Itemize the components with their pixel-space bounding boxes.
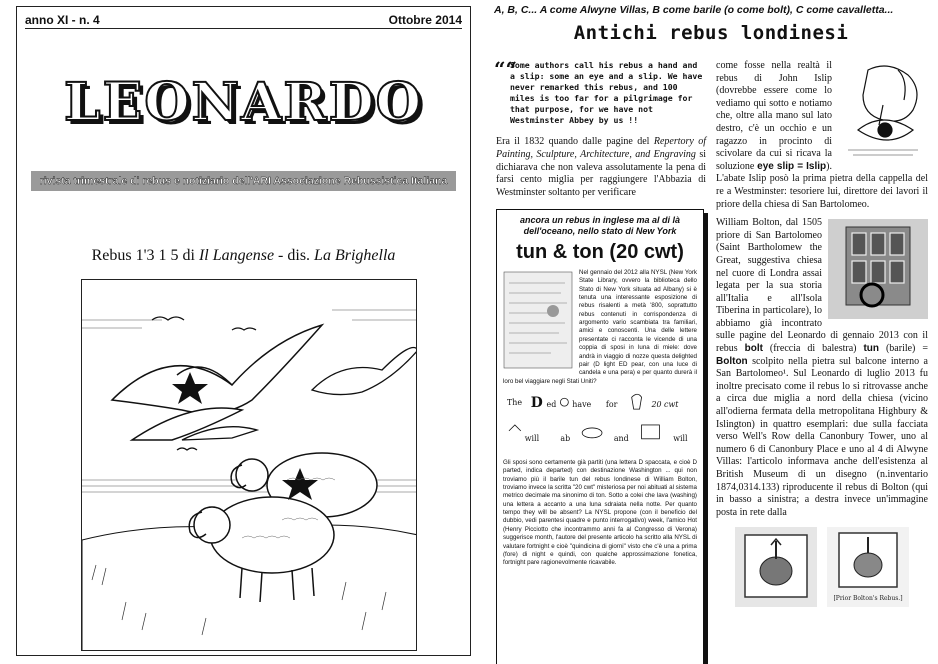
strip-label: ed (546, 400, 557, 410)
running-head: A, B, C... A come Alwyne Villas, B come barile (o come bolt), C come cavalletta... (494, 4, 894, 16)
caption-prefix: Rebus 1'3 1 5 di (91, 247, 199, 264)
masthead-title: LEONARDO (64, 71, 423, 133)
subtitle-text: rivista trimestrale di rebus e notiziario dell'ARI Associazione Rebussistica Italiana (39, 175, 448, 187)
left-column (494, 57, 707, 664)
rebus-strip-image (503, 391, 697, 449)
opening-quote (494, 57, 706, 126)
sidebar-box (496, 209, 704, 664)
cover-header (25, 11, 462, 29)
lead-italic: Repertory of Painting, Sculpture, Architecture, and Engraving (496, 136, 706, 160)
lead-text-1: Era il 1832 quando dalle pagine del (496, 136, 654, 148)
rebus-letter-image (503, 271, 573, 369)
bolton-window-photo (828, 219, 928, 319)
strip-label: for (605, 400, 618, 410)
strip-label: will (524, 433, 540, 443)
islip-text-end: ). L'abate Islip posò la prima pietra della cappella del re a Westminster: tesoriere lui, direttore dei lavori il priore della chiesa di San Bartolomeo. (716, 160, 928, 210)
bolton-text: William Bolton, dal 1505 priore di San Bartolomeo (Saint Bartholomew the Great, suggestiva chiesa nel cuore di Londra assai legata per la sua storia all'Italia e all'Isola Tiberina in particolare), lo abbiamo già incontrato sulle pagine del Leonardo di gennaio 2013 con il rebus (716, 217, 928, 355)
rebus-caption (17, 247, 470, 265)
issue-number: anno XI - n. 4 (25, 12, 100, 27)
masthead-subtitle (31, 171, 456, 191)
strip-label: and (613, 433, 629, 443)
bolton-drawing-image (735, 527, 817, 607)
islip-rebus-image (838, 60, 928, 160)
article-page (486, 0, 938, 664)
strip-label: ab (560, 433, 571, 443)
strip-label: D (530, 395, 543, 412)
cover-page (16, 6, 471, 656)
caption-mid: - dis. (274, 247, 315, 264)
sidebar-text-1: Nel gennaio del 2012 alla NYSL (New York State Library, ovvero la biblioteca dello Stato di New York situata ad Albany) si è tenuta una interessante esposizione di rebus risalenti a metà '800, soprattutto rebus contenuti in corrispondenza di argomento vario scambiata tra familiari, amici e conoscenti. Una delle lettere presentate ci racconta le vicende di una coppia di sposi in luna di miele: dove andrà in viaggio di nozze questa delighted pair (D light ED pear, con una luce di candela e una pera) e per quanto durerà il loro bel viaggiare negli Stati Uniti? (503, 268, 697, 385)
caption-artist: La Brighella (314, 247, 396, 264)
quote-mark-icon: ““ (494, 57, 518, 81)
sidebar-kicker: ancora un rebus in inglese ma al di là dell'oceano, nello stato di New York (519, 215, 681, 237)
bolton-mid-2: (barile) = (879, 343, 928, 355)
bolton-word: Bolton (716, 355, 748, 367)
strip-label: The (506, 398, 523, 408)
strip-label: will (673, 433, 688, 443)
article-title: Antichi rebus londinesi (573, 22, 849, 44)
issue-date: Ottobre 2014 (388, 12, 462, 27)
bolton-rebus-images (716, 527, 928, 607)
seagulls-and-rams-drawing (82, 280, 417, 651)
strip-label: have (572, 400, 592, 410)
quote-text: Some authors call his rebus a hand and a slip: some an eye and a slip. We have never remarked this rebus, and 100 miles is too far for a pilgrimage for that purpose, for we have not Westminster Abbey by us !! (510, 60, 703, 126)
sidebar-title: tun & ton (20 cwt) (516, 240, 684, 263)
strip-label: 20 cwt (651, 400, 679, 410)
prior-bolton-rebus-image (827, 527, 909, 607)
bolton-mid: (freccia di balestra) (762, 343, 864, 355)
sidebar-paragraph-1 (503, 269, 697, 386)
tun-word: tun (863, 343, 880, 355)
islip-paragraph (716, 60, 928, 211)
lead-text-2: si dichiarava che non valeva assolutamente la pena di farsi cento miglia per raggiungere l'Abbazia di Westminster soltanto per verificare (496, 148, 707, 198)
seagull-icon (112, 325, 322, 440)
sidebar-paragraph-2: Gli sposi sono certamente già partiti (una lettera D spaccata, e cioè D parted, indica departed) con destinazione Washington ... qui non troviamo più il barile tun del rebus londinese di William Bolton, troviamo invece la scritta "20 cwt" misteriosa per noi abituati al sistema metrico decimale ma sinonimo di ton. Sotto a colei che lava (washing) una lettera a accanto a una luna sdraiata nella notte. Per quanto tempo they will be absent? La NYSL propone (con il beneficio del dubbio, vedi parentesi quadre e punto interrogativo) week, l'amico Hot (Henry Picciotto che incontrammo anni fa al Congresso di Verona) suggerisce month, l'autore del presente articolo ha scritto alla NYSL di valutare fortnight e cioè "quindicina di giorni" visto che c'è una a prima (fore) di night e quindi, con qualche approssimazione fonetica, fortnight pare ragionevolmente ricavabile. (503, 458, 697, 567)
right-column (716, 60, 928, 607)
caption-author: Il Langense (198, 247, 275, 264)
bolt-word: bolt (744, 343, 763, 355)
islip-solution: eye slip = Islip (757, 160, 827, 172)
bolton-text-end: scolpito nella pietra sul balcone interno a San Bartolomeo¹. Sul Leonardo di luglio 2013 fu inoltre precisato come il rebus lo si ritrovasse anche a circa due miglia a nord della chiesa (vicino all'odierna fermata della metropolitana Highbury & Islington) in quattro esemplari: due sulla facciata verso Well's Row della Canonbury Tower, uno al numero 6 di Canonbury Place e uno al 4 di Alwyne Villas: l'articolo informava anche dell'esistenza al British Museum di un disegno (n.inventario 1874,0314.133) riproducente il rebus di Bolton (qui in basso a sinistra; a destra invece un'immagine posta in rete dalla (716, 355, 928, 518)
rebus-illustration (81, 279, 417, 651)
bolton-paragraph (716, 217, 928, 519)
masthead (17, 67, 470, 137)
islip-text: come fosse nella realtà il rebus di John Islip (dovrebbe essere come lo vediamo qui sotto e notiamo che, oltre alla mano sul lato destro, c'è un occhio e un ragazzo in procinto di scivolare da cui si ricava la soluzione (716, 60, 832, 172)
bolton-caption: [Prior Bolton's Rebus.] (833, 595, 903, 603)
lead-paragraph (496, 136, 706, 199)
